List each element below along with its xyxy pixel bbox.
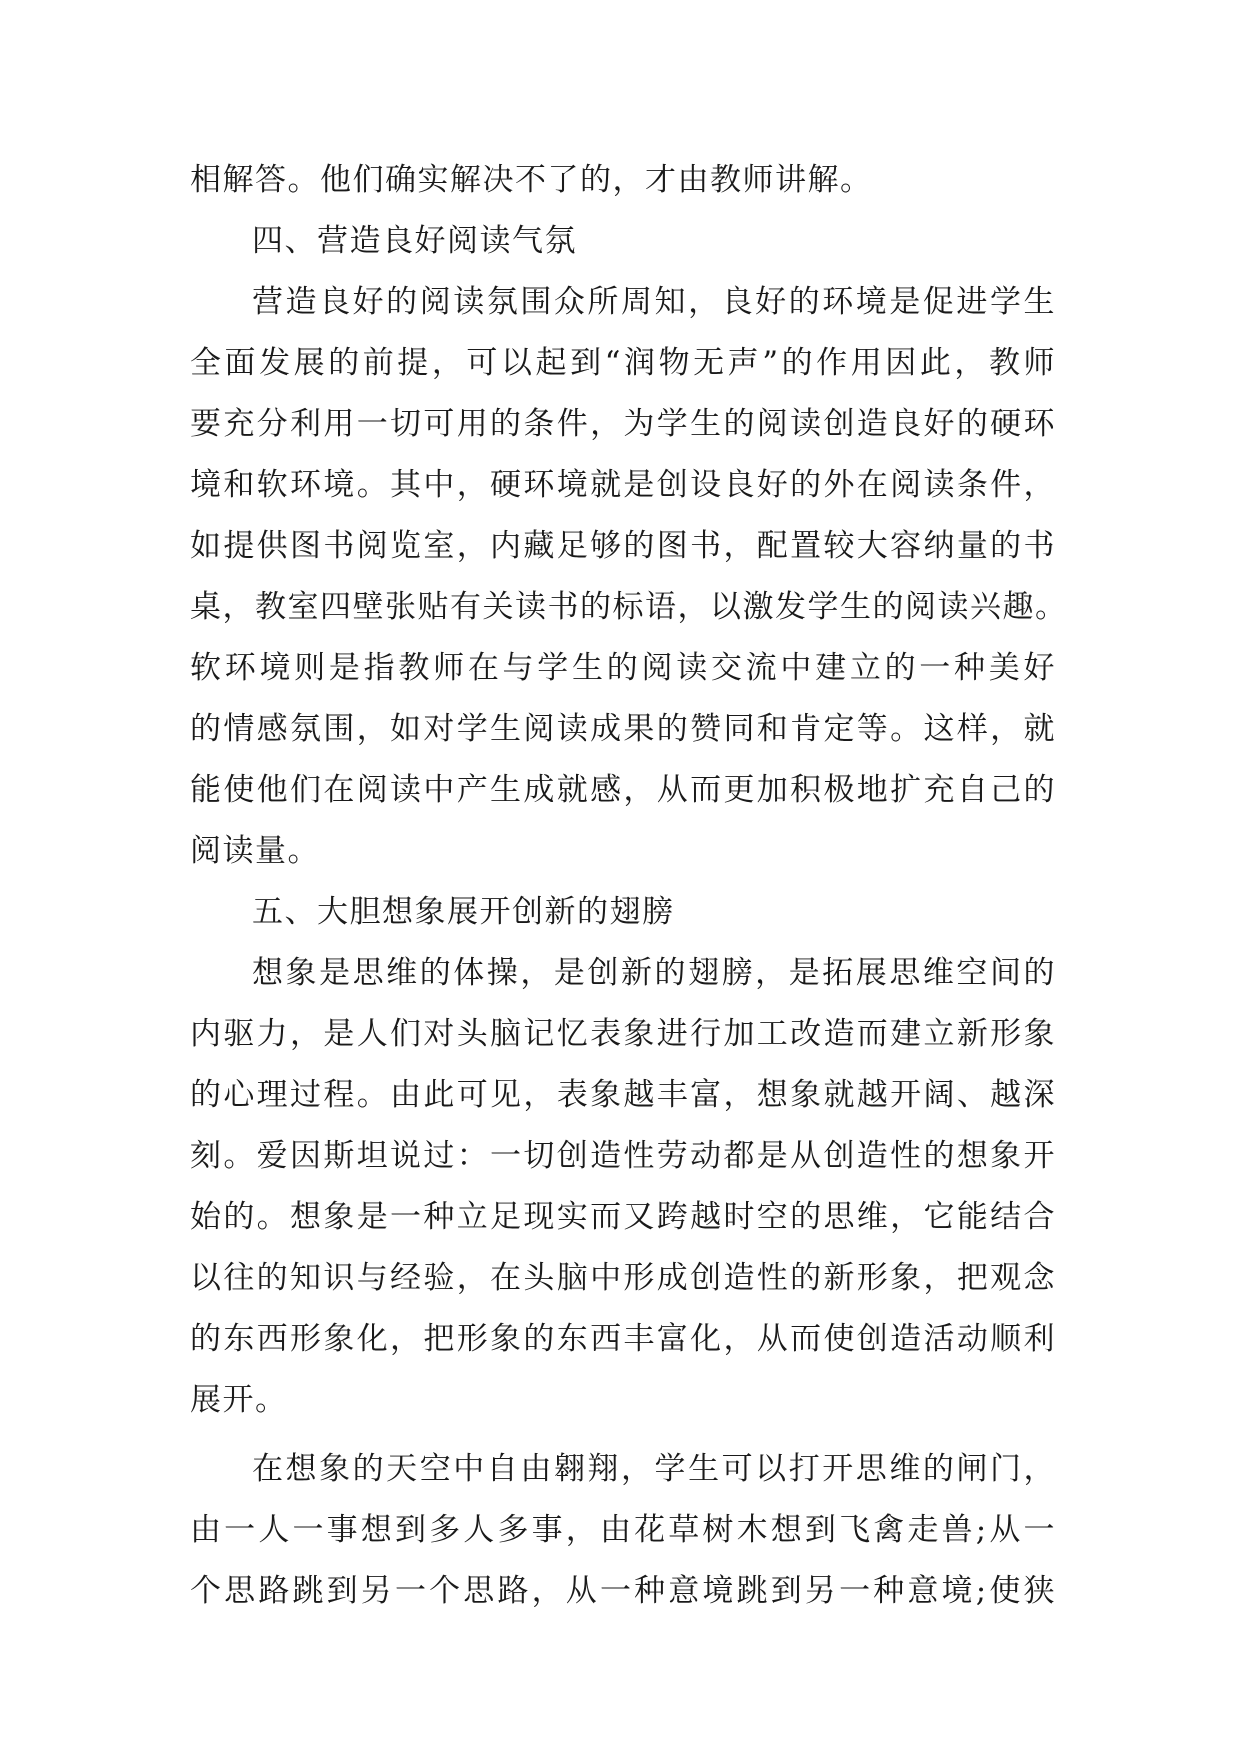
paragraph-line: 相解答。他们确实解决不了的，才由教师讲解。 xyxy=(190,162,873,198)
paragraph-spacer xyxy=(190,1431,1056,1439)
document-body xyxy=(190,150,1068,1622)
paragraph-line: 如提供图书阅览室，内藏足够的图书，配置较大容纳量的书 xyxy=(190,528,1056,564)
paragraph-line: 营造良好的阅读氛围众所周知，良好的环境是促进学生 xyxy=(252,284,1056,320)
paragraph-line: 在想象的天空中自由翱翔，学生可以打开思维的闸门， xyxy=(252,1451,1056,1487)
section-heading-5: 五、大胆想象展开创新的翅膀 xyxy=(252,894,675,930)
paragraph-line: 想象是思维的体操，是创新的翅膀，是拓展思维空间的 xyxy=(252,955,1056,991)
paragraph-line: 个思路跳到另一个思路，从一种意境跳到另一种意境;使狭 xyxy=(190,1573,1056,1609)
paragraph-line: 始的。想象是一种立足现实而又跨越时空的思维，它能结合 xyxy=(190,1199,1056,1235)
paragraph-line: 全面发展的前提，可以起到“润物无声”的作用因此，教师 xyxy=(190,345,1056,381)
paragraph-line: 由一人一事想到多人多事，由花草树木想到飞禽走兽;从一 xyxy=(190,1512,1056,1548)
paragraph-line: 软环境则是指教师在与学生的阅读交流中建立的一种美好 xyxy=(190,650,1056,686)
paragraph-line: 刻。爱因斯坦说过：一切创造性劳动都是从创造性的想象开 xyxy=(190,1138,1056,1174)
paragraph-line: 的东西形象化，把形象的东西丰富化，从而使创造活动顺利 xyxy=(190,1321,1056,1357)
paragraph-line: 展开。 xyxy=(190,1382,288,1418)
paragraph-line: 能使他们在阅读中产生成就感，从而更加积极地扩充自己的 xyxy=(190,772,1056,808)
paragraph-line: 以往的知识与经验，在头脑中形成创造性的新形象，把观念 xyxy=(190,1260,1056,1296)
paragraph-line: 内驱力，是人们对头脑记忆表象进行加工改造而建立新形象 xyxy=(190,1016,1056,1052)
paragraph-line: 的心理过程。由此可见，表象越丰富，想象就越开阔、越深 xyxy=(190,1077,1056,1113)
paragraph-line: 阅读量。 xyxy=(190,833,320,869)
paragraph-line: 桌，教室四壁张贴有关读书的标语，以激发学生的阅读兴趣。 xyxy=(190,589,1068,625)
section-heading-4: 四、营造良好阅读气氛 xyxy=(252,223,577,259)
paragraph-line: 的情感氛围，如对学生阅读成果的赞同和肯定等。这样，就 xyxy=(190,711,1056,747)
paragraph-line: 境和软环境。其中，硬环境就是创设良好的外在阅读条件， xyxy=(190,467,1056,503)
paragraph-line: 要充分利用一切可用的条件，为学生的阅读创造良好的硬环 xyxy=(190,406,1056,442)
